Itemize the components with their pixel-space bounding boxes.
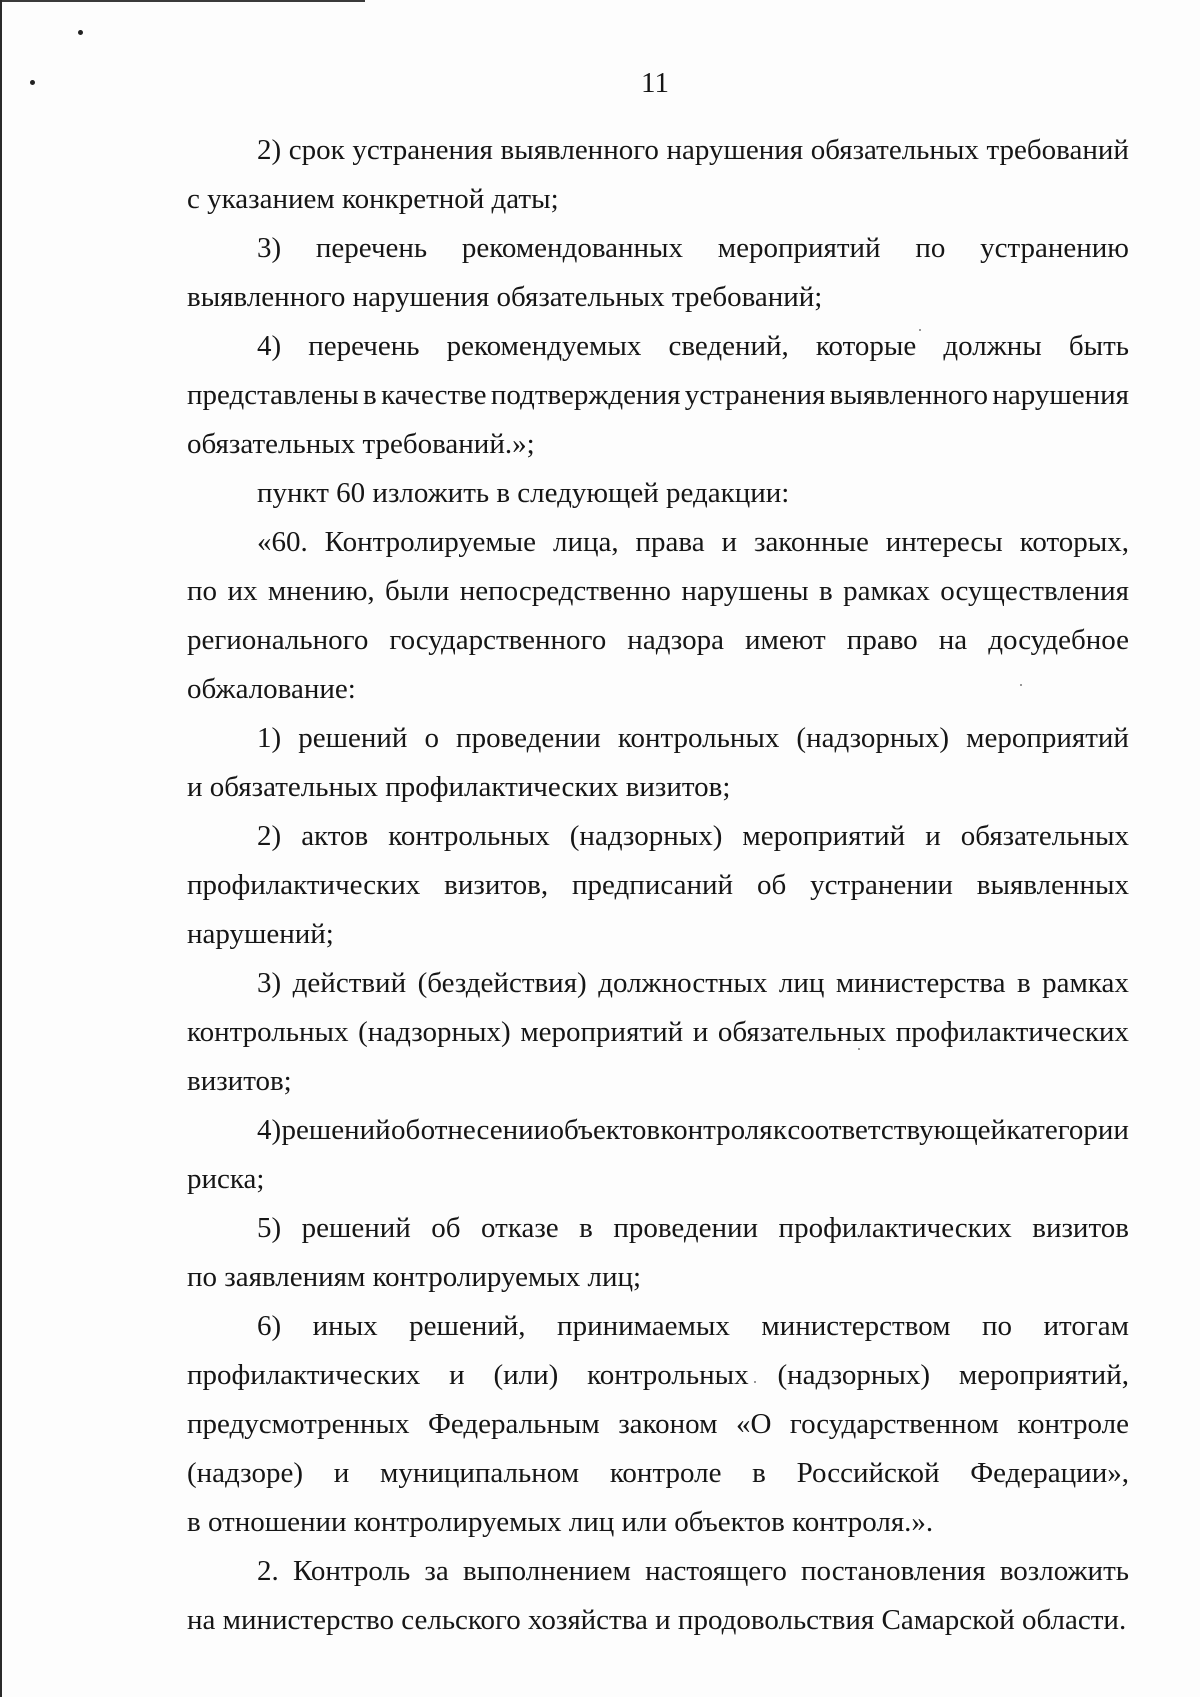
text-line: 4) перечень рекомендуемых сведений, которые должны быть (257, 330, 1129, 362)
paragraph (187, 469, 1129, 518)
text-line: визитов; (187, 1065, 292, 1097)
paragraph (187, 1106, 1129, 1204)
text-line: 6) иных решений, принимаемых министерством по итогам (257, 1310, 1129, 1342)
text-line: риска; (187, 1163, 265, 1195)
text-line: «60. Контролируемые лица, права и законные интересы которых, (257, 526, 1129, 558)
paragraph (187, 959, 1129, 1106)
document-body (187, 126, 1129, 1645)
paragraph (187, 714, 1129, 812)
text-line: по заявлениям контролируемых лиц; (187, 1261, 642, 1293)
text-line: и обязательных профилактических визитов; (187, 771, 731, 803)
text-line: профилактических визитов, предписаний об устранении выявленных нарушений; (187, 869, 1129, 950)
scan-speck (78, 30, 83, 35)
text-line: 4) решений об отнесении объектов контроля к соответствующей категории (257, 1114, 1129, 1146)
paragraph (187, 518, 1129, 714)
paragraph (187, 322, 1129, 469)
paragraph (187, 1204, 1129, 1302)
text-line: регионального государственного надзора имеют право на досудебное (187, 624, 1129, 656)
text-line: с указанием конкретной даты; (187, 183, 559, 215)
paragraph (187, 1302, 1129, 1547)
text-line: (надзоре) и муниципальном контроле в Российской Федерации», (187, 1457, 1129, 1489)
text-line: 1) решений о проведении контрольных (надзорных) мероприятий (257, 722, 1129, 754)
paragraph (187, 812, 1129, 959)
text-line: предусмотренных Федеральным законом «О государственном контроле (187, 1408, 1129, 1440)
text-line: по их мнению, были непосредственно нарушены в рамках осуществления (187, 575, 1129, 607)
text-line: 5) решений об отказе в проведении профилактических визитов (257, 1212, 1129, 1244)
scan-edge-left (0, 0, 2, 1697)
text-line: профилактических и (или) контрольных (надзорных) мероприятий, (187, 1359, 1129, 1391)
text-line: 2. Контроль за выполнением настоящего постановления возложить (257, 1555, 1129, 1587)
text-line: пункт 60 изложить в следующей редакции: (257, 477, 790, 509)
text-line: 2) срок устранения выявленного нарушения обязательных требований (257, 134, 1129, 166)
paragraph (187, 1547, 1129, 1645)
text-line: в отношении контролируемых лиц или объектов контроля.». (187, 1506, 934, 1538)
paragraph (187, 224, 1129, 322)
text-line: обязательных требований.»; (187, 428, 535, 460)
text-line: 2) актов контрольных (надзорных) мероприятий и обязательных (257, 820, 1129, 852)
text-line: обжалование: (187, 673, 356, 705)
text-line: на министерство сельского хозяйства и продовольствия Самарской области. (187, 1604, 1127, 1636)
text-line: 3) перечень рекомендованных мероприятий по устранению (257, 232, 1129, 264)
scan-edge-top (0, 0, 365, 2)
text-line: выявленного нарушения обязательных требований; (187, 281, 823, 313)
page-number: 11 (641, 67, 669, 99)
paragraph (187, 126, 1129, 224)
text-line: 3) действий (бездействия) должностных лиц министерства в рамках (257, 967, 1129, 999)
text-line: контрольных (надзорных) мероприятий и обязательных профилактических (187, 1016, 1129, 1048)
text-line: представлены в качестве подтверждения устранения выявленного нарушения (187, 379, 1129, 411)
